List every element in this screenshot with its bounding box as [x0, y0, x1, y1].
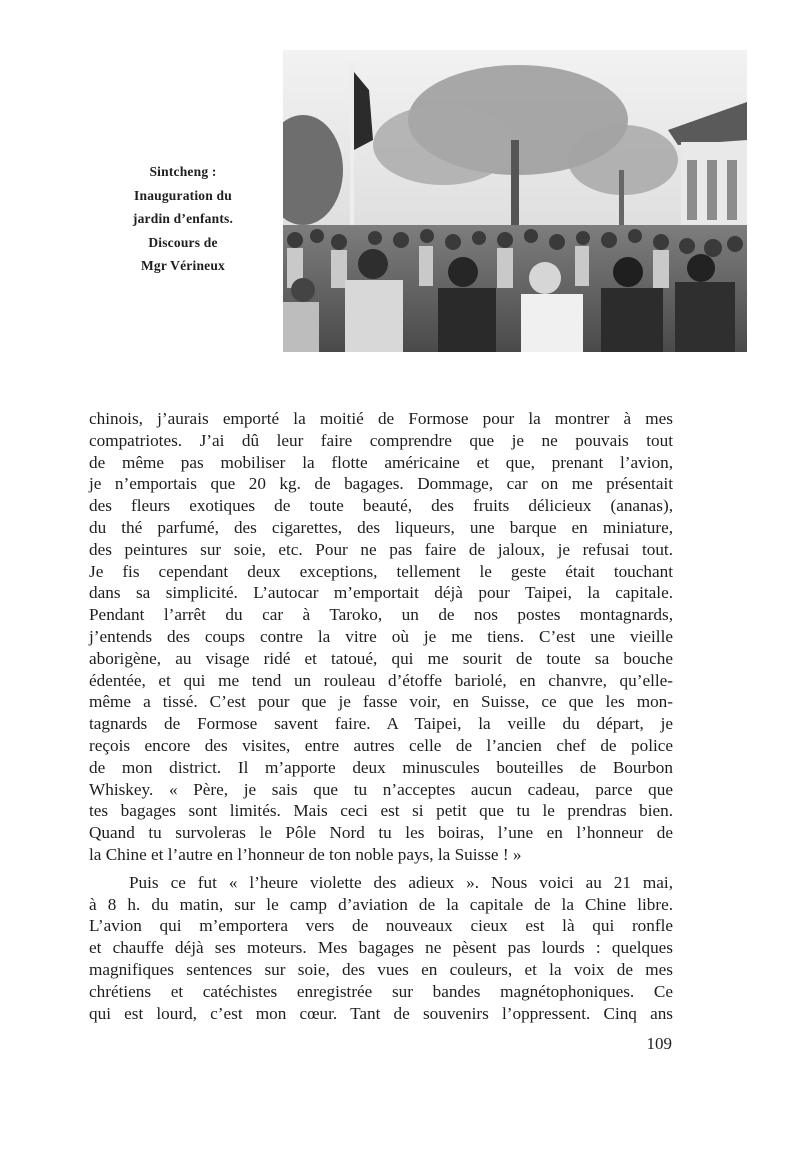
text-line: des peintures sur soie, etc. Pour ne pas faire de jaloux, je refusai tout. [89, 539, 673, 559]
figure-caption [98, 160, 268, 278]
caption-line: jardin d’enfants. [132, 211, 234, 226]
text-line: Pendant l’arrêt du car à Taroko, un de nos postes montagnards, [89, 605, 673, 625]
text-line: Whiskey. « Père, je sais que tu n’acceptes aucun cadeau, parce que [89, 779, 673, 799]
text-line: tagnards de Formose savent faire. A Taipei, la veille du départ, je [89, 714, 673, 734]
text-line: reçois encore des visites, entre autres celle de l’ancien chef de police [89, 735, 673, 755]
paragraph [89, 408, 673, 866]
text-line: dans sa simplicité. L’autocar m’emportait déjà pour Taipei, la capitale. [89, 583, 673, 603]
text-line: du thé parfumé, des cigarettes, des liqueurs, une barque en miniature, [89, 517, 673, 537]
text-line: Quand tu survoleras le Pôle Nord tu les boiras, l’une en l’honneur de [89, 823, 673, 843]
text-line: magnifiques sentences sur soie, des vues en couleurs, et la voix de mes [89, 959, 673, 979]
page-number: 109 [646, 1034, 672, 1053]
text-line: même a tissé. C’est pour que je fasse voir, en Suisse, ce que les mon- [89, 692, 673, 712]
text-line: et chauffe déjà ses moteurs. Mes bagages ne pèsent pas lourds : quelques [89, 938, 673, 958]
text-line: aborigène, au visage ridé et tatoué, qui me sourit de toute sa bouche [89, 648, 673, 668]
text-line: à 8 h. du matin, sur le camp d’aviation de la capitale de la Chine libre. [89, 894, 673, 914]
text-line: chrétiens et catéchistes enregistrée sur bandes magnétophoniques. Ce [89, 981, 673, 1001]
text-line: de mon district. Il m’apporte deux minuscules bouteilles de Bourbon [89, 757, 673, 777]
inauguration-photo [283, 50, 747, 352]
text-line: Je fis cependant deux exceptions, tellement le geste était touchant [89, 561, 673, 581]
caption-line: Mgr Vérineux [140, 258, 225, 273]
body-text [89, 408, 673, 1024]
text-line: Puis ce fut « l’heure violette des adieux ». Nous voici au 21 mai, [129, 872, 673, 892]
text-line: j’entends des coups contre la vitre où je me tiens. C’est une vieille [89, 626, 673, 646]
text-line: chinois, j’aurais emporté la moitié de Formose pour la montrer à mes [89, 409, 673, 428]
text-line: je n’emportais que 20 kg. de bagages. Dommage, car on me présentait [89, 474, 673, 494]
text-line: tes bagages sont limités. Mais ceci est si petit que tu le prendras bien. [89, 801, 673, 821]
caption-line: Sintcheng : [149, 164, 217, 179]
text-line: compatriotes. J’ai dû leur faire comprendre que je ne pouvais tout [89, 430, 673, 450]
text-line: édentée, et qui me tend un rouleau d’étoffe bariolé, en chanvre, qu’elle- [89, 670, 673, 690]
paragraph [89, 872, 673, 1025]
text-line: de même pas mobiliser la flotte américaine et que, prenant l’avion, [89, 452, 673, 472]
text-line: des fleurs exotiques de toute beauté, des fruits délicieux (ananas), [89, 496, 673, 516]
caption-line: Inauguration du [134, 187, 232, 203]
text-line: la Chine et l’autre en l’honneur de ton noble pays, la Suisse ! » [89, 844, 522, 864]
caption-line: Discours de [148, 234, 218, 250]
text-line: qui est lourd, c’est mon cœur. Tant de souvenirs l’oppressent. Cinq ans [89, 1003, 673, 1023]
text-line: L’avion qui m’emportera vers de nouveaux cieux est là qui ronfle [89, 916, 673, 936]
